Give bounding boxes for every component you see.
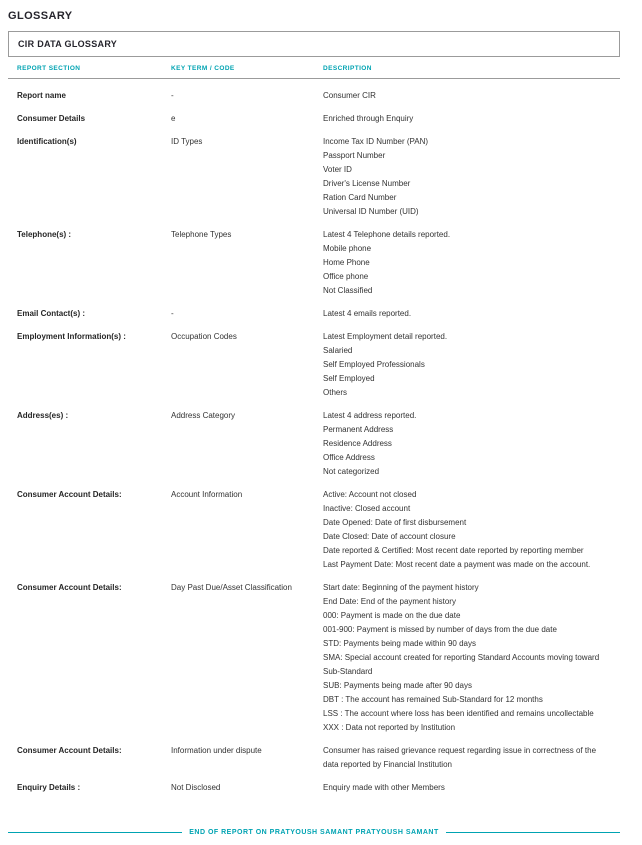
row-key-term: e bbox=[171, 114, 176, 123]
row-key-term: Telephone Types bbox=[171, 230, 232, 239]
description-line: Residence Address bbox=[323, 439, 392, 448]
description-line: Not categorized bbox=[323, 467, 380, 476]
row-key-term: Not Disclosed bbox=[171, 783, 221, 792]
description-line: Last Payment Date: Most recent date a payment was made on the account. bbox=[323, 560, 591, 569]
description-line: Not Classified bbox=[323, 286, 373, 295]
description-line: Date Closed: Date of account closure bbox=[323, 532, 456, 541]
glossary-row bbox=[17, 488, 611, 572]
end-of-report-left-rule bbox=[8, 832, 182, 833]
description-line: Consumer CIR bbox=[323, 91, 376, 100]
description-line: 000: Payment is made on the due date bbox=[323, 611, 461, 620]
description-line: Date reported & Certified: Most recent date reported by reporting member bbox=[323, 546, 584, 555]
end-of-report-text: END OF REPORT ON PRATYOUSH SAMANT PRATYOUSH SAMANT bbox=[189, 829, 439, 836]
row-key-term: Occupation Codes bbox=[171, 332, 237, 341]
description-line: Active: Account not closed bbox=[323, 490, 417, 499]
row-descriptions bbox=[323, 112, 611, 126]
column-header-report-section: REPORT SECTION bbox=[17, 65, 81, 72]
description-line: Office Address bbox=[323, 453, 375, 462]
glossary-row bbox=[17, 330, 611, 400]
row-descriptions bbox=[323, 488, 611, 572]
row-section-label: Address(es) : bbox=[17, 411, 69, 420]
end-of-report bbox=[8, 829, 620, 836]
row-section-label: Telephone(s) : bbox=[17, 230, 72, 239]
column-header-key-term-code: KEY TERM / CODE bbox=[171, 65, 235, 72]
description-line: Self Employed bbox=[323, 374, 375, 383]
description-line: SMA: Special account created for reporting Standard Accounts moving toward Sub-Standard bbox=[323, 653, 600, 676]
row-descriptions bbox=[323, 307, 611, 321]
row-descriptions bbox=[323, 409, 611, 479]
row-section-label: Consumer Account Details: bbox=[17, 583, 122, 592]
glossary-header-row bbox=[8, 57, 620, 79]
description-line: Enriched through Enquiry bbox=[323, 114, 414, 123]
glossary-row bbox=[17, 89, 611, 103]
description-line: Driver's License Number bbox=[323, 179, 411, 188]
row-section-label: Consumer Details bbox=[17, 114, 86, 123]
glossary-row bbox=[17, 581, 611, 735]
description-line: Ration Card Number bbox=[323, 193, 397, 202]
description-line: End Date: End of the payment history bbox=[323, 597, 456, 606]
glossary-row bbox=[17, 112, 611, 126]
glossary-row bbox=[17, 409, 611, 479]
glossary-row bbox=[17, 307, 611, 321]
row-section-label: Consumer Account Details: bbox=[17, 490, 122, 499]
description-line: Home Phone bbox=[323, 258, 370, 267]
row-descriptions bbox=[323, 781, 611, 795]
row-key-term: Information under dispute bbox=[171, 746, 262, 755]
description-line: Date Opened: Date of first disbursement bbox=[323, 518, 467, 527]
description-line: Others bbox=[323, 388, 348, 397]
glossary-row bbox=[17, 228, 611, 298]
row-key-term: Day Past Due/Asset Classification bbox=[171, 583, 292, 592]
row-descriptions bbox=[323, 89, 611, 103]
glossary-rows bbox=[8, 79, 620, 795]
row-descriptions bbox=[323, 135, 611, 219]
row-key-term: Account Information bbox=[171, 490, 243, 499]
description-line: 001-900: Payment is missed by number of days from the due date bbox=[323, 625, 557, 634]
row-section-label: Report name bbox=[17, 91, 66, 100]
description-line: Self Employed Professionals bbox=[323, 360, 425, 369]
description-line: Salaried bbox=[323, 346, 353, 355]
description-line: Universal ID Number (UID) bbox=[323, 207, 419, 216]
glossary-box-title: CIR DATA GLOSSARY bbox=[8, 31, 620, 57]
description-line: XXX : Data not reported by Institution bbox=[323, 723, 456, 732]
row-section-label: Enquiry Details : bbox=[17, 783, 81, 792]
description-line: Latest Employment detail reported. bbox=[323, 332, 448, 341]
description-line: Permanent Address bbox=[323, 425, 394, 434]
row-key-term: - bbox=[171, 91, 174, 100]
description-line: Voter ID bbox=[323, 165, 352, 174]
description-line: Start date: Beginning of the payment history bbox=[323, 583, 479, 592]
end-of-report-right-rule bbox=[446, 832, 620, 833]
description-line: Latest 4 Telephone details reported. bbox=[323, 230, 451, 239]
description-line: Enquiry made with other Members bbox=[323, 783, 445, 792]
description-line: DBT : The account has remained Sub-Standard for 12 months bbox=[323, 695, 543, 704]
description-line: STD: Payments being made within 90 days bbox=[323, 639, 476, 648]
row-descriptions bbox=[323, 581, 611, 735]
description-line: Latest 4 emails reported. bbox=[323, 309, 412, 318]
glossary-row bbox=[17, 781, 611, 795]
description-line: LSS : The account where loss has been identified and remains uncollectable bbox=[323, 709, 594, 718]
row-section-label: Identification(s) bbox=[17, 137, 77, 146]
description-line: Mobile phone bbox=[323, 244, 372, 253]
description-line: Latest 4 address reported. bbox=[323, 411, 417, 420]
row-key-term: - bbox=[171, 309, 174, 318]
row-section-label: Employment Information(s) : bbox=[17, 332, 126, 341]
page-title: GLOSSARY bbox=[8, 10, 73, 22]
row-section-label: Email Contact(s) : bbox=[17, 309, 86, 318]
column-header-description: DESCRIPTION bbox=[323, 65, 372, 72]
glossary-row bbox=[17, 135, 611, 219]
row-key-term: ID Types bbox=[171, 137, 203, 146]
row-descriptions bbox=[323, 330, 611, 400]
description-line: Income Tax ID Number (PAN) bbox=[323, 137, 429, 146]
row-descriptions bbox=[323, 744, 611, 772]
row-key-term: Address Category bbox=[171, 411, 236, 420]
description-line: Consumer has raised grievance request regarding issue in correctness of the data reported by Financial Institution bbox=[323, 746, 597, 769]
description-line: SUB: Payments being made after 90 days bbox=[323, 681, 472, 690]
row-descriptions bbox=[323, 228, 611, 298]
description-line: Office phone bbox=[323, 272, 369, 281]
row-section-label: Consumer Account Details: bbox=[17, 746, 122, 755]
description-line: Passport Number bbox=[323, 151, 386, 160]
glossary-row bbox=[17, 744, 611, 772]
description-line: Inactive: Closed account bbox=[323, 504, 411, 513]
